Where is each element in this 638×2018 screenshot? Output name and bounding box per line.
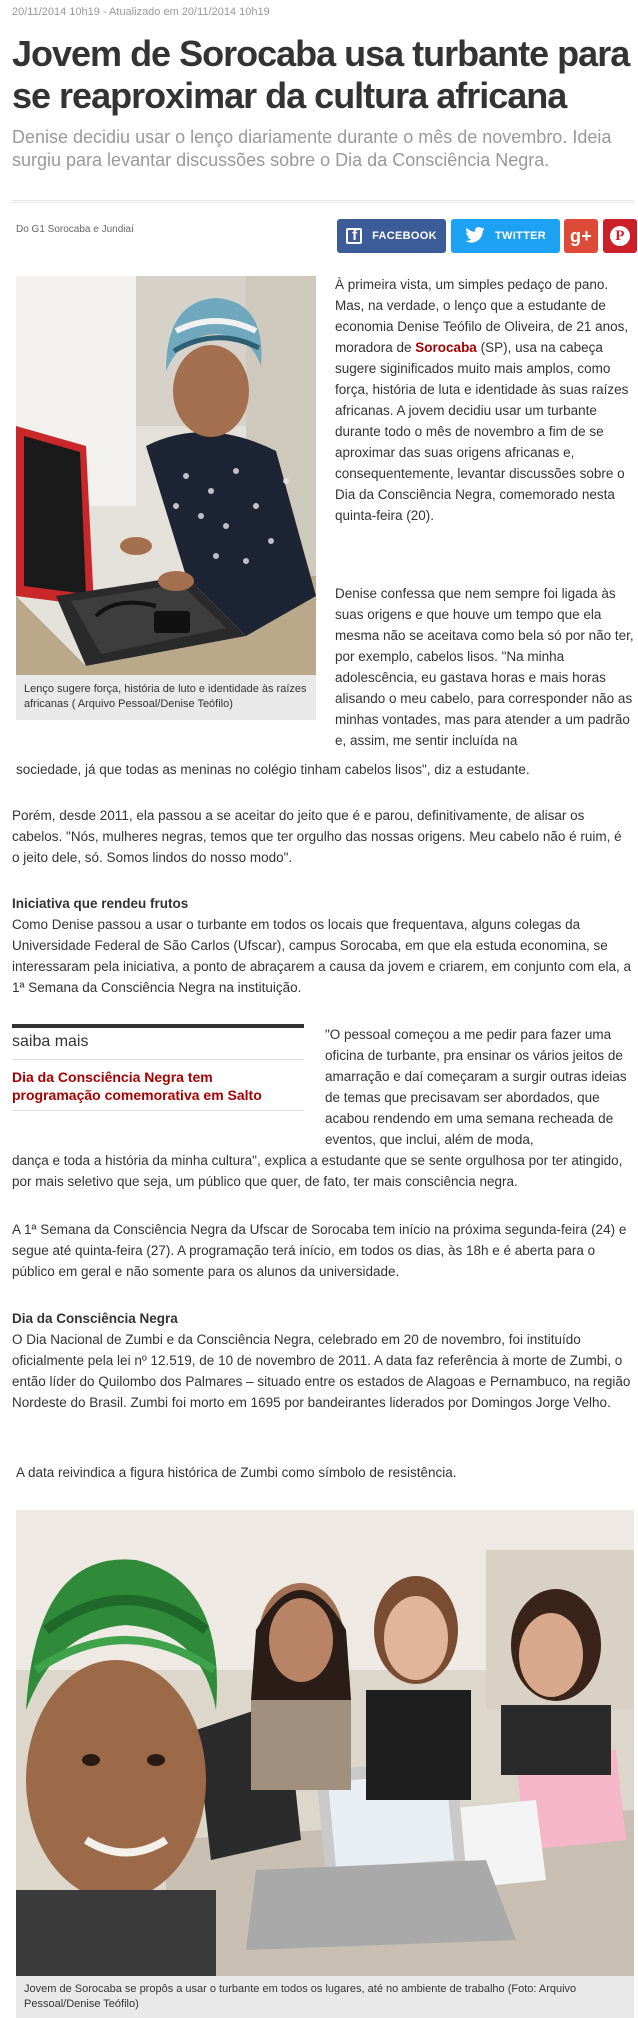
- photo-caption: Jovem de Sorocaba se propôs a usar o turbante em todos os lugares, até no ambiente de trabalho (Foto: Arquivo Pessoal/Denise Teófilo): [16, 1976, 634, 2018]
- share-twitter-label: TWITTER: [495, 230, 546, 242]
- share-facebook-button[interactable]: [337, 219, 446, 253]
- article-paragraph: dança e toda a história da minha cultura", explica a estudante que se sente orgulhosa por ter atingido, por mais seletivo que seja, um público que quer, de fato, ter mais consciência negra.: [12, 1153, 623, 1189]
- article-source: Do G1 Sorocaba e Jundiaí: [16, 224, 134, 235]
- pinterest-icon: P: [610, 226, 630, 246]
- article-photo-group-selfie: [16, 1510, 634, 1976]
- heading-text: Iniciativa que rendeu frutos: [12, 896, 189, 911]
- saiba-mais-label: saiba mais: [12, 1033, 89, 1050]
- section-heading: [12, 893, 632, 914]
- googleplus-icon: g+: [569, 225, 593, 246]
- header-divider: [12, 200, 634, 203]
- photo-illustration: [16, 1510, 634, 1976]
- publish-date: 20/11/2014 10h19 - Atualizado em 20/11/2014 10h19: [12, 6, 270, 18]
- photo-caption: Lenço sugere força, história de luto e identidade às raízes africanas ( Arquivo Pessoal/Denise Teófilo): [16, 675, 316, 720]
- saiba-mais-bar: [12, 1024, 304, 1028]
- article-photo-denise-laptop: [16, 276, 316, 675]
- section-heading: [12, 1308, 632, 1329]
- page-title: Jovem de Sorocaba usa turbante para se reaproximar da cultura africana: [12, 33, 630, 116]
- share-facebook-label: FACEBOOK: [372, 230, 437, 242]
- heading-text: Dia da Consciência Negra: [12, 1311, 178, 1326]
- article-paragraph: O Dia Nacional de Zumbi e da Consciência Negra, celebrado em 20 de novembro, foi instituído oficialmente pela lei nº 12.519, de 10 de novembro de 2011. A data faz referência à morte de Zumbi, o então líder do Quilombo dos Palmares – situado entre os estados de Alagoas e Pernambuco, na região Nordeste do Brasil. Zumbi foi morto em 1695 por bandeirantes liderados por Domingos Jorge Velho.: [12, 1332, 631, 1410]
- saiba-mais-divider: [12, 1059, 304, 1060]
- share-pinterest-button[interactable]: [603, 219, 637, 253]
- article-paragraph: Porém, desde 2011, ela passou a se aceitar do jeito que é e parou, definitivamente, de alisar os cabelos. "Nós, mulheres negras, temos que ter orgulho das nossas origens. Meu cabelo não é ruim, é o jeito dele, só. Somos lindos do nosso modo".: [12, 808, 622, 865]
- photo-illustration: [16, 276, 316, 675]
- article-paragraph: Como Denise passou a usar o turbante em todos os locais que frequentava, alguns colegas da Universidade Federal de São Carlos (Ufscar), campus Sorocaba, em que ela estuda economina, se interessaram pela iniciativa, a ponto de abraçarem a causa da jovem e criarem, em conjunto com ela, a 1ª Semana da Consciência Negra na instituição.: [12, 917, 632, 995]
- article-paragraph: Denise confessa que nem sempre foi ligada às suas origens e que houve um tempo que ela mesma não se aceitava como bela só por não ter, por exemplo, cabelos lisos. "Na minha adolescência, eu gastava horas e mais horas alisando o meu cabelo, para corresponder não as minhas vontades, mas para atender a um padrão e, assim, me sentir incluída na: [335, 586, 634, 748]
- article-paragraph: "O pessoal começou a me pedir para fazer uma oficina de turbante, pra ensinar os vários jeitos de amarração e daí começaram a surgir outras ideias de temas que precisavam ser abordados, que acabou rendendo em uma semana recheada de eventos, que inclui, além de moda,: [325, 1027, 627, 1147]
- saiba-mais-divider: [12, 1110, 304, 1111]
- saiba-mais-link[interactable]: Dia da Consciência Negra tem programação comemorativa em Salto: [12, 1069, 262, 1103]
- article-subtitle: Denise decidiu usar o lenço diariamente durante o mês de novembro. Ideia surgiu para levantar discussões sobre o Dia da Consciência Negra.: [12, 127, 612, 170]
- article-paragraph: A data reivindica a figura histórica de Zumbi como símbolo de resistência.: [16, 1465, 457, 1480]
- twitter-icon: [465, 227, 485, 246]
- share-twitter-button[interactable]: [451, 219, 560, 253]
- sorocaba-link[interactable]: Sorocaba: [415, 340, 477, 355]
- article-paragraph: A 1ª Semana da Consciência Negra da Ufscar de Sorocaba tem início na próxima segunda-feira (24) e segue até quinta-feira (27). A programação terá início, em todos os dias, às 18h e é aberta para o público em geral e não somente para os alunos da universidade.: [12, 1222, 627, 1279]
- share-googleplus-button[interactable]: [564, 219, 598, 253]
- article-paragraph: [335, 274, 635, 526]
- paragraph-text: À primeira vista, um simples pedaço de pano. Mas, na verdade, o lenço que a estudante de economia Denise Teófilo de Oliveira, de 21 anos, moradora de: [335, 277, 629, 355]
- facebook-icon: [346, 228, 362, 244]
- paragraph-text: (SP), usa na cabeça sugere siginificados muito mais amplos, como força, história de luta e identidade às suas raízes africanas. A jovem decidiu usar um turbante durante todo o mês de novembro a fim de se aproximar das suas origens africanas e, consequentemente, levantar discussões sobre o Dia da Consciência Negra, comemorado nesta quinta-feira (20).: [335, 340, 629, 523]
- article-paragraph: sociedade, já que todas as meninas no colégio tinham cabelos lisos", diz a estudante.: [16, 762, 530, 777]
